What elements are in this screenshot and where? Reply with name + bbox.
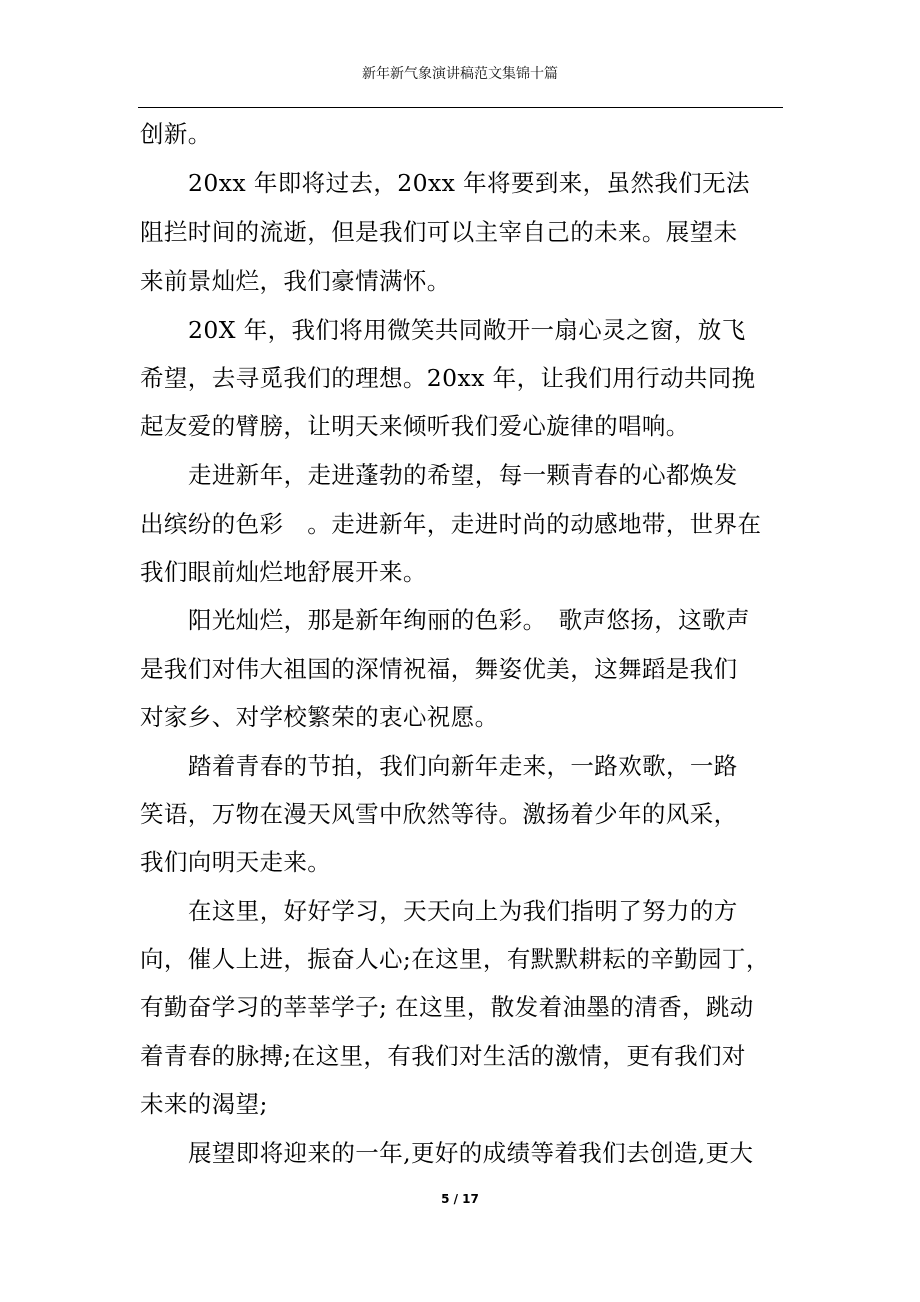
text-line: 起友爱的臂膀，让明天来倾听我们爱心旋律的唱响。 [140,412,690,440]
document-header-title: 新年新气象演讲稿范文集锦十篇 [362,66,558,82]
header-divider [138,107,783,108]
text-line: 走进新年，走进蓬勃的希望，每一颗青春的心都焕发 [188,461,738,489]
text-line: 着青春的脉搏;在这里，有我们对生活的激情，更有我们对 [140,1042,746,1070]
text-line: 在这里，好好学习，天天向上为我们指明了努力的方 [188,897,738,925]
text-line: 有勤奋学习的莘莘学子; 在这里，散发着油墨的清香，跳动 [140,993,754,1021]
text-line: 踏着青春的节拍，我们向新年走来，一路欢歌，一路 [188,752,738,780]
text-line: 来前景灿烂，我们豪情满怀。 [140,267,451,295]
text-line: 我们向明天走来。 [140,848,332,876]
text-line: 出缤纷的色彩 。走进新年，走进时尚的动感地带，世界在 [140,510,762,538]
text-line: 是我们对伟大祖国的深情祝福，舞姿优美，这舞蹈是我们 [140,655,738,683]
text-line: 阳光灿烂，那是新年绚丽的色彩。 歌声悠扬，这歌声 [188,606,750,634]
text-line: 笑语，万物在漫天风雪中欣然等待。激扬着少年的风采， [140,800,738,828]
text-line: 20xx 年即将过去，20xx 年将要到来，虽然我们无法 [188,169,750,197]
text-line: 未来的渴望; [140,1090,268,1118]
text-line: 对家乡、对学校繁荣的衷心祝愿。 [140,703,499,731]
text-line: 我们眼前灿烂地舒展开来。 [140,558,427,586]
text-line: 阻拦时间的流逝，但是我们可以主宰自己的未来。展望未 [140,218,738,246]
text-line: 创新。 [140,120,212,148]
text-line: 希望，去寻觅我们的理想。20xx 年，让我们用行动共同挽 [140,364,756,392]
page-number: 5 / 17 [441,1192,479,1206]
text-line: 展望即将迎来的一年,更好的成绩等着我们去创造,更大 [188,1139,754,1167]
text-line: 向，催人上进，振奋人心;在这里，有默默耕耘的辛勤园丁， [140,945,770,973]
text-line: 20X 年，我们将用微笑共同敞开一扇心灵之窗，放飞 [188,316,746,344]
